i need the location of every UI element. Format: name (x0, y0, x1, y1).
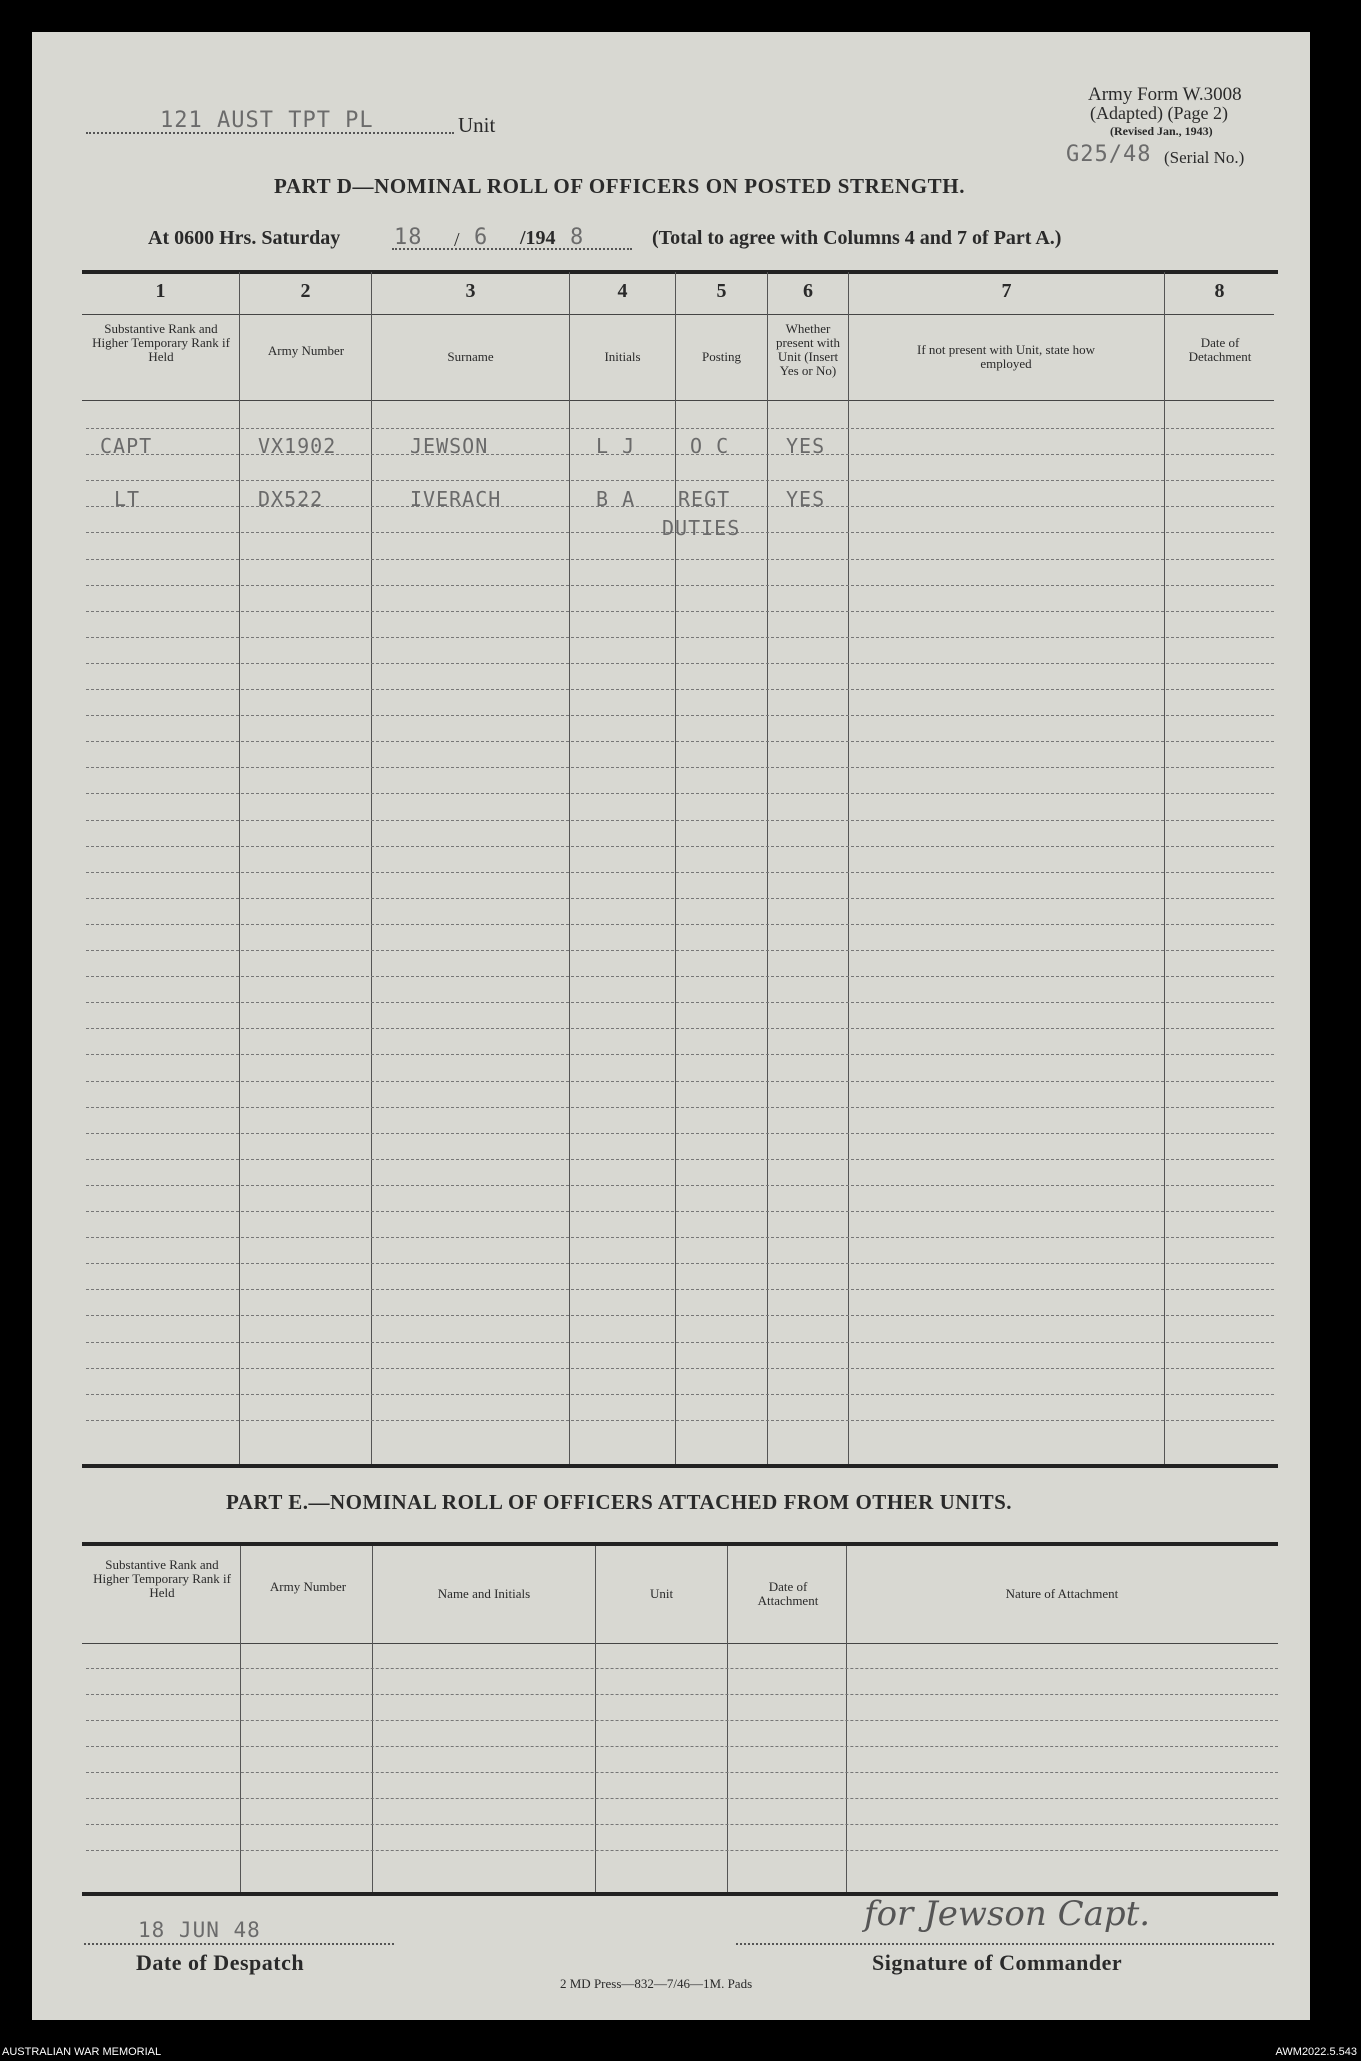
col-header-army-number: Army Number (267, 343, 345, 358)
part-d-header-rule (82, 400, 1274, 401)
row-1-surname: JEWSON (410, 434, 489, 458)
col-header-rank: Substantive Rank and Higher Temporary Rank if Held (92, 321, 230, 364)
col-divider (569, 272, 570, 1464)
despatch-dotted-line (84, 1943, 394, 1945)
ruled-line (86, 689, 1274, 690)
ruled-line (86, 846, 1274, 847)
ruled-line (86, 1342, 1274, 1343)
row-1-rank: CAPT (100, 434, 153, 458)
ruled-line (86, 1824, 1278, 1825)
date-slash: / (454, 229, 460, 251)
col-divider (727, 1546, 728, 1892)
e-col-header-date: Date of Attachment (757, 1579, 819, 1608)
ruled-line (86, 1394, 1274, 1395)
ruled-line (86, 1237, 1274, 1238)
date-dotted-line (392, 248, 632, 250)
archive-bar (0, 2031, 1361, 2061)
ruled-line (86, 872, 1274, 873)
date-year-prefix: /194 (520, 227, 556, 249)
ruled-line (86, 741, 1274, 742)
col-number: 5 (716, 280, 727, 302)
row-1-army-number: VX1902 (258, 434, 337, 458)
part-e-title: PART E.—NOMINAL ROLL OF OFFICERS ATTACHED FROM OTHER UNITS. (226, 1490, 1013, 1514)
unit-label: Unit (458, 113, 496, 137)
ruled-line (86, 1420, 1274, 1421)
row-2-posting: REGT (678, 487, 731, 511)
unit-value: 121 AUST TPT PL (160, 108, 374, 133)
adapted-label: (Adapted) (Page 2) (1090, 103, 1228, 123)
total-note: (Total to agree with Columns 4 and 7 of Part A.) (652, 227, 1062, 249)
row-2-army-number: DX522 (258, 487, 324, 511)
part-d-number-rule (82, 314, 1274, 315)
row-2-initials: B A (596, 487, 636, 511)
at-time-label: At 0600 Hrs. Saturday (148, 227, 341, 249)
col-header-employed: If not present with Unit, state how employed (917, 342, 1095, 371)
row-2-rank: LT (114, 487, 141, 511)
part-e-top-rule (82, 1542, 1278, 1546)
unit-dotted-line (86, 132, 454, 134)
ruled-line (86, 1315, 1274, 1316)
row-1-posting: O C (690, 434, 730, 458)
ruled-line (86, 611, 1274, 612)
e-col-header-army-number: Army Number (269, 1579, 347, 1594)
ruled-line (86, 793, 1274, 794)
col-header-posting: Posting (701, 349, 741, 364)
row-1-initials: L J (596, 434, 636, 458)
col-number: 4 (617, 280, 628, 302)
ruled-line (86, 1850, 1278, 1851)
ruled-line (86, 1289, 1274, 1290)
ruled-line (86, 1002, 1274, 1003)
date-day: 18 (394, 225, 423, 250)
ruled-line (86, 950, 1274, 951)
e-col-header-name: Name and Initials (437, 1586, 531, 1601)
col-number: 7 (1001, 280, 1012, 302)
ruled-line (86, 1263, 1274, 1264)
despatch-label: Date of Despatch (136, 1950, 305, 1975)
part-d-title: PART D—NOMINAL ROLL OF OFFICERS ON POSTED STRENGTH. (274, 174, 966, 198)
ruled-line (86, 820, 1274, 821)
col-number: 2 (300, 280, 311, 302)
ruled-line (86, 559, 1274, 560)
archive-reference: AWM2022.5.543 (1275, 2046, 1357, 2058)
ruled-line (86, 1798, 1278, 1799)
row-2-surname: IVERACH (410, 487, 502, 511)
ruled-line (86, 715, 1274, 716)
row-1-present: YES (786, 434, 826, 458)
date-year-suffix: 8 (570, 225, 585, 250)
ruled-line (86, 1668, 1278, 1669)
ruled-line (86, 767, 1274, 768)
ruled-line (86, 898, 1274, 899)
col-divider (848, 272, 849, 1464)
commander-signature: for Jewson Capt. (864, 1894, 1151, 1934)
e-col-header-nature: Nature of Attachment (1005, 1586, 1119, 1601)
ruled-line (86, 976, 1274, 977)
part-d-top-rule (82, 270, 1278, 274)
col-divider (239, 272, 240, 1464)
col-divider (675, 272, 676, 1464)
e-col-header-unit: Unit (649, 1586, 674, 1601)
revised-label: (Revised Jan., 1943) (1110, 124, 1213, 138)
ruled-line (86, 480, 1274, 481)
col-header-surname: Surname (447, 349, 494, 364)
press-imprint: 2 MD Press—832—7/46—1M. Pads (560, 1976, 753, 1991)
row-2-posting-continued: DUTIES (662, 516, 741, 540)
col-divider (240, 1546, 241, 1892)
date-month: 6 (474, 225, 489, 250)
ruled-line (86, 663, 1274, 664)
ruled-line (86, 1720, 1278, 1721)
army-form-label: Army Form W.3008 (1088, 84, 1242, 105)
ruled-line (86, 1081, 1274, 1082)
serial-value: G25/48 (1066, 142, 1152, 167)
col-header-detachment: Date of Detachment (1188, 335, 1252, 364)
part-d-bottom-rule (82, 1464, 1278, 1468)
signature-label: Signature of Commander (872, 1950, 1123, 1975)
serial-label: (Serial No.) (1164, 148, 1245, 167)
ruled-line (86, 1746, 1278, 1747)
archive-credit: AUSTRALIAN WAR MEMORIAL (2, 2046, 162, 2058)
ruled-line (86, 1211, 1274, 1212)
col-number: 1 (155, 280, 166, 302)
col-number: 6 (803, 280, 813, 302)
col-header-present: Whether present with Unit (Insert Yes or No) (776, 321, 840, 378)
col-divider (767, 272, 768, 1464)
e-col-header-rank: Substantive Rank and Higher Temporary Rank if Held (93, 1557, 231, 1600)
ruled-line (86, 1028, 1274, 1029)
row-2-present: YES (786, 487, 826, 511)
despatch-date-value: 18 JUN 48 (138, 1918, 261, 1942)
col-divider (1164, 272, 1165, 1464)
col-number: 8 (1214, 280, 1225, 302)
signature-dotted-line (736, 1943, 1274, 1945)
col-number: 3 (465, 280, 476, 302)
ruled-line (86, 637, 1274, 638)
ruled-line (86, 1772, 1278, 1773)
ruled-line (86, 1133, 1274, 1134)
ruled-line (86, 1159, 1274, 1160)
ruled-line (86, 1185, 1274, 1186)
col-divider (371, 272, 372, 1464)
part-e-header-rule (82, 1643, 1278, 1644)
col-header-initials: Initials (604, 349, 641, 364)
ruled-line (86, 924, 1274, 925)
ruled-line (86, 1694, 1278, 1695)
ruled-line (86, 585, 1274, 586)
ruled-line (86, 1368, 1274, 1369)
ruled-line (86, 1054, 1274, 1055)
ruled-line (86, 1107, 1274, 1108)
ruled-line (86, 428, 1274, 429)
